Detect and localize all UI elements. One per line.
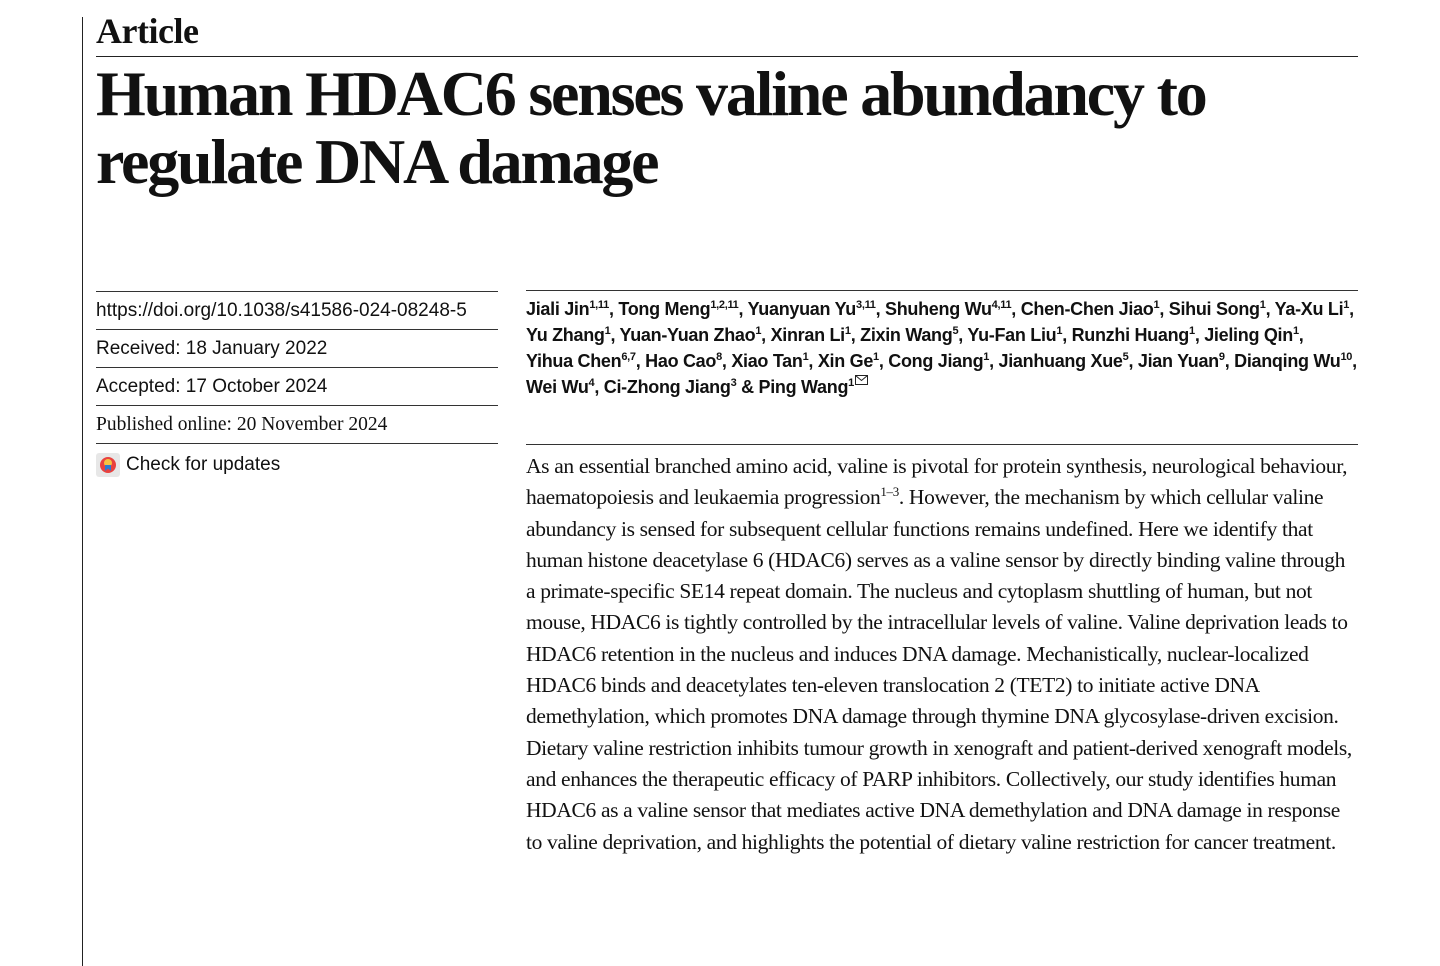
received-date: Received: 18 January 2022	[96, 329, 498, 367]
author-affiliation: 3	[730, 377, 737, 389]
author-item[interactable]	[771, 325, 851, 345]
author-name: Yuan-Yuan Zhao	[619, 325, 756, 345]
abstract-text-continued: . However, the mechanism by which cellular valine abundancy is sensed for subsequent cellular functions remains undefined. Here we identify that human histone deacetylase 6 (HDAC6) serves as a valine sensor by directly binding valine through a primate-specific SE14 repeat domain. The nucleus and cytoplasm shuttling of human, but not mouse, HDAC6 is tightly controlled by the intracellular levels of valine. Valine deprivation leads to HDAC6 retention in the nucleus and induces DNA damage. Mechanistically, nuclear-localized HDAC6 binds and deacetylates ten-eleven translocation 2 (TET2) to initiate active DNA demethylation, which promotes DNA damage through thymine DNA glycosylase-driven excision. Dietary valine restriction inhibits tumour growth in xenograft and patient-derived xenograft models, and enhances the therapeutic efficacy of PARP inhibitors. Collectively, our study identifies human HDAC6 as a valine sensor that mediates active DNA demethylation and DNA damage in response to valine deprivation, and highlights the potential of dietary valine restriction for cancer treatment.	[526, 485, 1352, 854]
author-name: Zixin Wang	[860, 325, 953, 345]
author-name: Jieling Qin	[1204, 325, 1293, 345]
author-separator: ,	[610, 325, 620, 345]
author-item[interactable]	[526, 351, 636, 371]
reference-superscript[interactable]: 1–3	[880, 484, 899, 500]
author-item[interactable]	[1138, 351, 1225, 371]
abstract-text: As an essential branched amino acid, valine is pivotal for protein synthesis, neurological behaviour, haematopoiesis and leukaemia progression	[526, 454, 1348, 510]
author-separator: ,	[1159, 299, 1169, 319]
author-separator: ,	[738, 299, 748, 319]
author-name: Jiali Jin	[526, 299, 590, 319]
author-name: Xinran Li	[770, 325, 845, 345]
author-item[interactable]	[526, 377, 594, 397]
accepted-date: Accepted: 17 October 2024	[96, 367, 498, 405]
author-name: Jianhuang Xue	[998, 351, 1123, 371]
author-item[interactable]	[526, 299, 609, 319]
author-name: Runzhi Huang	[1071, 325, 1189, 345]
author-item[interactable]	[526, 325, 610, 345]
check-updates-icon	[96, 453, 120, 477]
author-separator: &	[736, 377, 759, 397]
author-affiliation: 8	[716, 351, 722, 363]
author-name: Xiao Tan	[731, 351, 803, 371]
published-date: Published online: 20 November 2024	[96, 405, 498, 443]
author-name: Yuanyuan Yu	[747, 299, 856, 319]
author-item[interactable]	[748, 299, 876, 319]
author-item[interactable]	[618, 299, 738, 319]
check-for-updates-button[interactable]	[96, 443, 498, 485]
author-affiliation: 1	[1259, 299, 1266, 311]
author-affiliation: 1	[1153, 299, 1160, 311]
author-name: Wei Wu	[526, 377, 589, 397]
author-name: Yu Zhang	[526, 325, 605, 345]
author-separator: ,	[1062, 325, 1072, 345]
author-item[interactable]	[999, 351, 1129, 371]
abstract	[526, 451, 1358, 858]
authors-top-rule	[526, 290, 1358, 291]
author-affiliation: 1	[604, 325, 611, 337]
author-affiliation: 4,11	[991, 299, 1012, 311]
author-item[interactable]	[1275, 299, 1349, 319]
author-item[interactable]	[860, 325, 958, 345]
author-affiliation: 10	[1340, 351, 1353, 363]
author-separator: ,	[989, 351, 999, 371]
author-separator: ,	[808, 351, 818, 371]
author-item[interactable]	[967, 325, 1062, 345]
author-name: Dianqing Wu	[1234, 351, 1341, 371]
author-name: Hao Cao	[645, 351, 717, 371]
author-separator: ,	[958, 325, 968, 345]
author-item[interactable]	[604, 377, 737, 397]
author-separator: ,	[1352, 351, 1357, 371]
author-affiliation: 1	[844, 325, 851, 337]
author-separator: ,	[1298, 325, 1304, 345]
author-affiliation: 1	[802, 351, 809, 363]
author-affiliation: 1	[983, 351, 990, 363]
author-separator: ,	[1349, 299, 1354, 319]
article-metadata	[96, 291, 498, 485]
author-separator: ,	[1194, 325, 1205, 345]
author-affiliation: 5	[1122, 351, 1129, 363]
author-affiliation: 1	[1343, 299, 1350, 311]
author-item[interactable]	[885, 299, 1011, 319]
author-name: Xin Ge	[817, 351, 874, 371]
author-separator: ,	[1265, 299, 1275, 319]
author-list	[526, 296, 1358, 400]
author-name: Yu-Fan Liu	[967, 325, 1057, 345]
header-divider	[96, 56, 1358, 57]
author-name: Sihui Song	[1168, 299, 1260, 319]
article-title: Human HDAC6 senses valine abundancy to regulate DNA damage	[96, 58, 1206, 197]
author-affiliation: 6,7	[621, 351, 636, 363]
author-affiliation: 9	[1218, 351, 1225, 363]
author-name: Shuheng Wu	[885, 299, 992, 319]
author-affiliation: 1	[1056, 325, 1063, 337]
author-item[interactable]	[731, 351, 808, 371]
left-margin-rule	[82, 17, 83, 966]
author-item[interactable]	[888, 351, 989, 371]
author-separator: ,	[1224, 351, 1235, 371]
author-separator: ,	[850, 325, 861, 345]
author-separator: ,	[608, 299, 619, 319]
author-separator: ,	[761, 325, 771, 345]
author-affiliation: 1	[1188, 325, 1195, 337]
author-item[interactable]	[1234, 351, 1352, 371]
author-separator: ,	[721, 351, 732, 371]
author-item[interactable]	[759, 377, 868, 397]
section-label: Article	[96, 11, 199, 51]
author-name: Jian Yuan	[1137, 351, 1219, 371]
author-name: Tong Meng	[618, 299, 711, 319]
author-affiliation: 1	[1292, 325, 1299, 337]
author-name: Chen-Chen Jiao	[1020, 299, 1154, 319]
author-separator: ,	[1128, 351, 1138, 371]
doi-link[interactable]: https://doi.org/10.1038/s41586-024-08248-5	[96, 291, 498, 329]
author-affiliation: 4	[588, 377, 595, 389]
author-item[interactable]	[645, 351, 722, 371]
author-separator: ,	[875, 299, 886, 319]
author-item[interactable]	[1204, 325, 1299, 345]
author-affiliation: 1	[873, 351, 879, 363]
author-name: Ping Wang	[758, 377, 849, 397]
author-affiliation: 1,2,11	[710, 299, 739, 311]
author-affiliation: 1,11	[589, 299, 609, 311]
author-name: Cong Jiang	[888, 351, 984, 371]
author-separator: ,	[635, 351, 646, 371]
author-item[interactable]	[1072, 325, 1195, 345]
author-separator: ,	[1011, 299, 1021, 319]
author-affiliation: 1	[755, 325, 762, 337]
author-affiliation: 3,11	[856, 299, 876, 311]
author-name: Ci-Zhong Jiang	[603, 377, 731, 397]
author-name: Yihua Chen	[526, 351, 622, 371]
author-separator: ,	[878, 351, 889, 371]
author-affiliation: 1	[848, 377, 854, 389]
author-affiliation: 5	[952, 325, 959, 337]
author-item[interactable]	[1169, 299, 1266, 319]
author-item[interactable]	[620, 325, 762, 345]
check-updates-label: Check for updates	[126, 453, 281, 475]
author-item[interactable]	[818, 351, 879, 371]
corresponding-author-mail-icon[interactable]	[855, 375, 868, 385]
author-separator: ,	[594, 377, 604, 397]
author-name: Ya-Xu Li	[1274, 299, 1344, 319]
author-item[interactable]	[1021, 299, 1160, 319]
abstract-top-rule	[526, 444, 1358, 445]
